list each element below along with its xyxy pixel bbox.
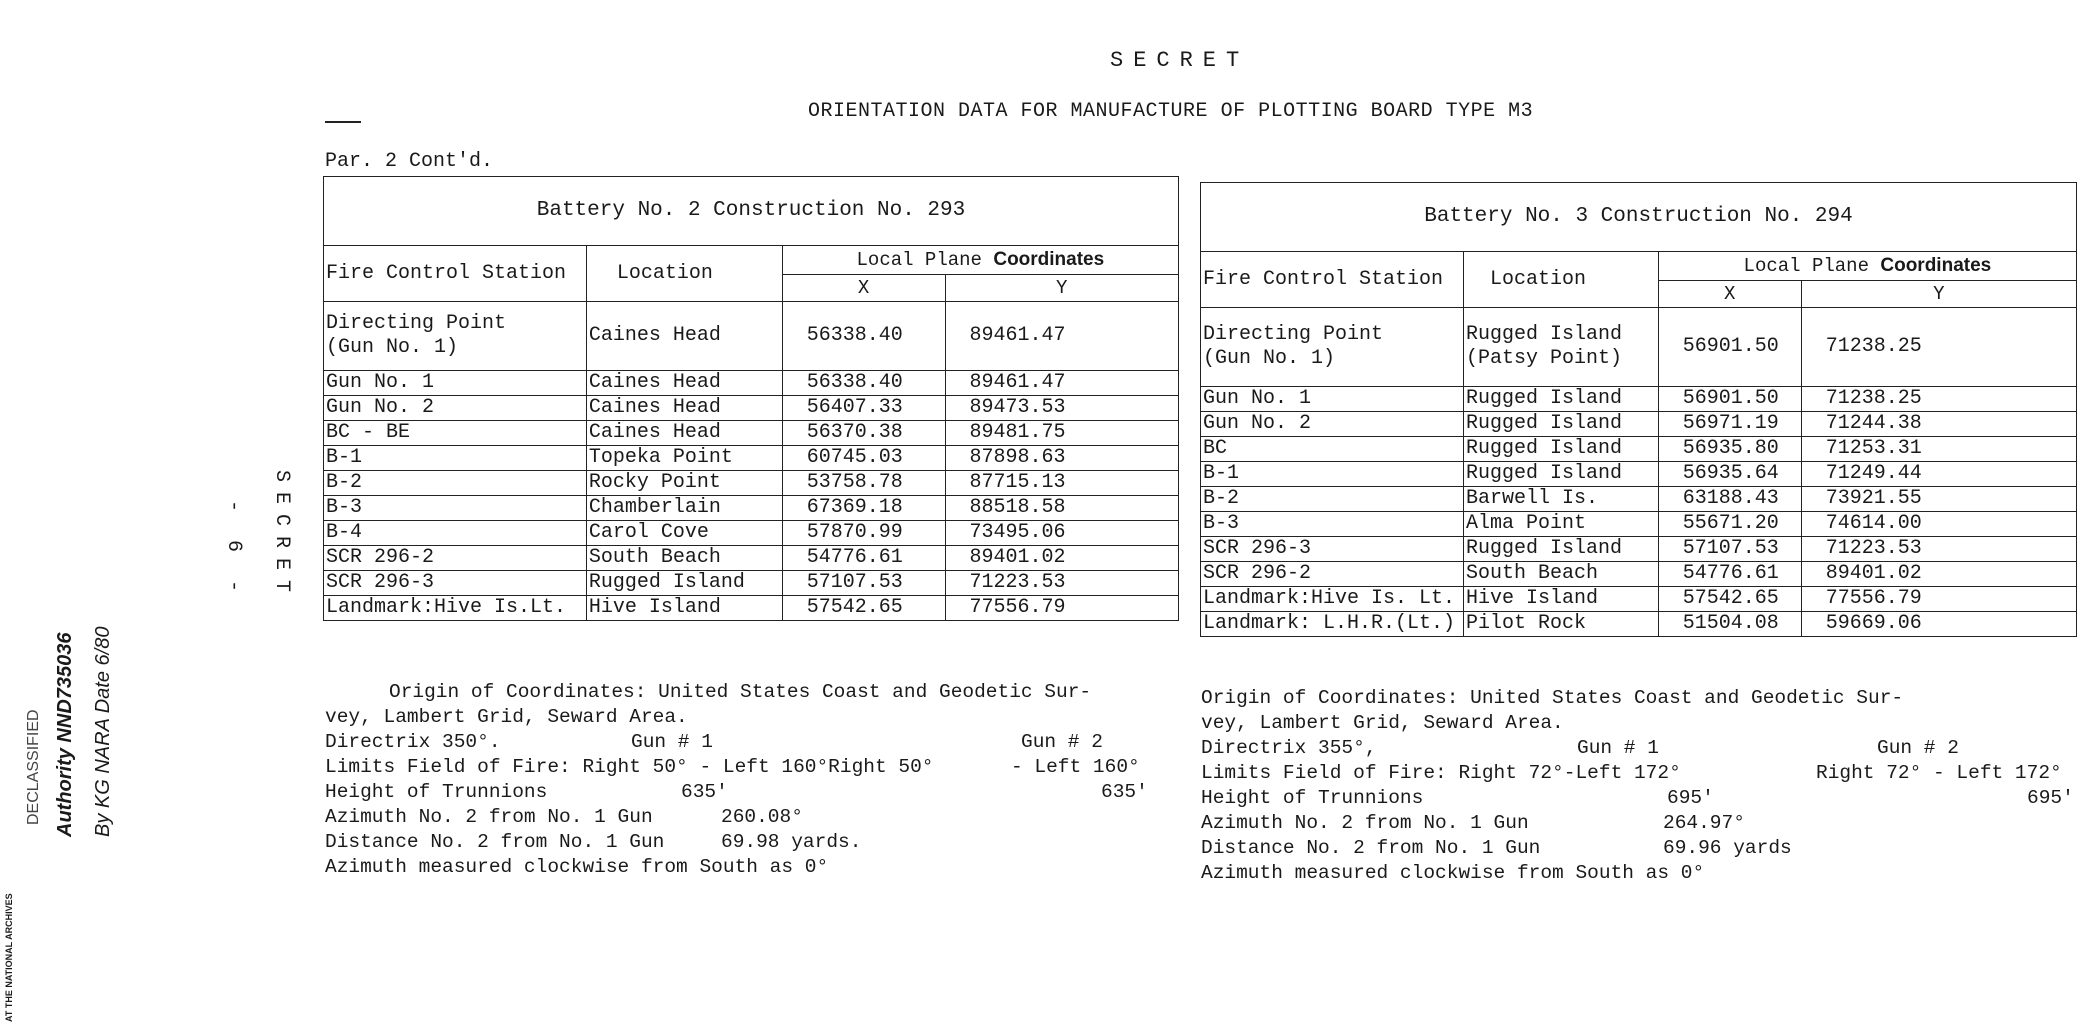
battery3-x-cell: 56901.50	[1658, 387, 1801, 412]
battery3-distance-label: Distance No. 2 from No. 1 Gun	[1201, 837, 1541, 859]
battery2-x-cell: 53758.78	[782, 471, 945, 496]
battery2-station-cell: SCR 296-3	[324, 571, 587, 596]
battery3-station-cell: Landmark:Hive Is. Lt.	[1201, 587, 1464, 612]
battery3-station-cell: Landmark: L.H.R.(Lt.)	[1201, 612, 1464, 637]
battery3-x-cell: 63188.43	[1658, 487, 1801, 512]
battery3-table	[1200, 182, 2077, 637]
battery2-directrix: Directrix 350°.	[325, 731, 501, 753]
battery3-location-cell: Pilot Rock	[1463, 612, 1658, 637]
battery2-y-cell: 89481.75	[945, 421, 1178, 446]
battery3-station-cell: SCR 296-2	[1201, 562, 1464, 587]
battery3-height-label: Height of Trunnions	[1201, 787, 1424, 809]
battery3-row	[1201, 437, 2077, 462]
battery2-location-cell: Hive Island	[586, 596, 782, 621]
archives-label: AT THE NATIONAL ARCHIVES	[4, 893, 14, 1022]
battery3-col-location: Location	[1463, 252, 1658, 308]
battery3-x-cell: 57542.65	[1658, 587, 1801, 612]
battery2-y-cell: 87715.13	[945, 471, 1178, 496]
battery3-location-cell: Rugged Island	[1463, 537, 1658, 562]
battery2-row	[324, 446, 1179, 471]
battery3-limits: Limits Field of Fire: Right 72°-Left 172°	[1201, 762, 1681, 784]
battery3-lp-a: Local Plane	[1743, 255, 1869, 277]
battery2-x-cell: 57542.65	[782, 596, 945, 621]
battery2-limits: Limits Field of Fire: Right 50° - Left 160°Right 50°	[325, 756, 934, 778]
document-title: ORIENTATION DATA FOR MANUFACTURE OF PLOTTING BOARD TYPE M3	[808, 100, 1534, 123]
battery2-x-cell: 54776.61	[782, 546, 945, 571]
battery3-row	[1201, 412, 2077, 437]
station-name-line2: (Gun No. 1)	[326, 336, 459, 359]
battery3-lp-b: Coordinates	[1880, 255, 1992, 276]
battery3-distance-value: 69.96 yards	[1663, 837, 1792, 859]
battery3-col-local-plane	[1658, 252, 2076, 281]
declassification-stamp	[20, 575, 135, 840]
battery2-azimuth-label: Azimuth No. 2 from No. 1 Gun	[325, 806, 653, 828]
battery2-row	[324, 521, 1179, 546]
station-name: Directing Point	[1203, 323, 1384, 346]
battery3-azimuth-value: 264.97°	[1663, 812, 1745, 834]
battery3-station-cell: B-1	[1201, 462, 1464, 487]
battery3-azimuth-note: Azimuth measured clockwise from South as 0°	[1201, 862, 1705, 884]
battery3-x-cell: 56901.50	[1658, 308, 1801, 387]
battery3-row	[1201, 587, 2077, 612]
battery3-x-cell: 54776.61	[1658, 562, 1801, 587]
battery3-location-cell: Hive Island	[1463, 587, 1658, 612]
battery3-y-cell: 71223.53	[1801, 537, 2076, 562]
battery3-gun1-label: Gun # 1	[1577, 737, 1659, 759]
battery2-location-cell: Rugged Island	[586, 571, 782, 596]
battery3-rows	[1201, 308, 2077, 637]
battery2-row	[324, 596, 1179, 621]
battery2-height-gun1: 635'	[681, 781, 728, 803]
battery3-y-cell: 71249.44	[1801, 462, 2076, 487]
battery2-y-cell: 87898.63	[945, 446, 1178, 471]
battery2-station-cell: BC - BE	[324, 421, 587, 446]
battery2-location-cell	[586, 302, 782, 371]
battery2-y-cell: 89473.53	[945, 396, 1178, 421]
battery3-y-cell: 77556.79	[1801, 587, 2076, 612]
battery2-rows	[324, 302, 1179, 621]
battery3-x-cell: 56971.19	[1658, 412, 1801, 437]
battery3-station-cell	[1201, 308, 1464, 387]
battery2-location-cell: Rocky Point	[586, 471, 782, 496]
battery2-col-station: Fire Control Station	[324, 246, 587, 302]
battery3-row	[1201, 612, 2077, 637]
battery3-station-cell: Gun No. 1	[1201, 387, 1464, 412]
station-name: Directing Point	[326, 312, 507, 335]
battery3-x-cell: 56935.64	[1658, 462, 1801, 487]
battery2-azimuth-value: 260.08°	[721, 806, 803, 828]
battery2-title: Battery No. 2 Construction No. 293	[324, 177, 1179, 246]
battery2-row	[324, 471, 1179, 496]
battery3-y-cell: 89401.02	[1801, 562, 2076, 587]
battery2-azimuth-note: Azimuth measured clockwise from South as 0°	[325, 856, 829, 878]
battery3-station-cell: Gun No. 2	[1201, 412, 1464, 437]
battery2-station-cell: B-1	[324, 446, 587, 471]
battery2-y-cell: 89401.02	[945, 546, 1178, 571]
battery2-gun1-label: Gun # 1	[631, 731, 713, 753]
battery3-y-cell: 71244.38	[1801, 412, 2076, 437]
battery2-col-location: Location	[586, 246, 782, 302]
battery2-height-gun2: 635'	[1101, 781, 1148, 803]
battery2-row	[324, 371, 1179, 396]
battery3-col-station: Fire Control Station	[1201, 252, 1464, 308]
battery2-origin-line2: vey, Lambert Grid, Seward Area.	[325, 706, 688, 728]
battery3-x-cell: 55671.20	[1658, 512, 1801, 537]
location-name: Rugged Island	[1465, 323, 1622, 346]
paragraph-reference: Par. 2 Cont'd.	[325, 150, 494, 173]
battery2-col-x: X	[782, 275, 945, 302]
battery3-row	[1201, 462, 2077, 487]
battery2-location-cell: Caines Head	[586, 421, 782, 446]
battery3-location-cell: Alma Point	[1463, 512, 1658, 537]
battery2-x-cell: 56338.40	[782, 371, 945, 396]
battery3-x-cell: 51504.08	[1658, 612, 1801, 637]
battery3-row	[1201, 308, 2077, 387]
battery3-notes	[1201, 686, 2076, 886]
battery3-y-cell: 73921.55	[1801, 487, 2076, 512]
battery3-title: Battery No. 3 Construction No. 294	[1201, 183, 2077, 252]
battery3-location-cell: Rugged Island	[1463, 412, 1658, 437]
battery2-lp-a: Local Plane	[856, 249, 982, 271]
battery3-y-cell: 74614.00	[1801, 512, 2076, 537]
battery2-y-cell: 77556.79	[945, 596, 1178, 621]
battery2-station-cell	[324, 302, 587, 371]
battery3-row	[1201, 537, 2077, 562]
battery3-location-cell: Rugged Island	[1463, 437, 1658, 462]
battery2-distance-value: 69.98 yards.	[721, 831, 862, 853]
battery2-x-cell: 67369.18	[782, 496, 945, 521]
location-name: Caines Head	[588, 324, 721, 347]
classification-header: SECRET	[1110, 48, 1250, 73]
battery2-location-cell: Chamberlain	[586, 496, 782, 521]
battery2-row	[324, 396, 1179, 421]
battery3-x-cell: 57107.53	[1658, 537, 1801, 562]
battery2-distance-label: Distance No. 2 from No. 1 Gun	[325, 831, 665, 853]
battery3-row	[1201, 387, 2077, 412]
battery2-station-cell: Gun No. 1	[324, 371, 587, 396]
battery2-station-cell: B-3	[324, 496, 587, 521]
battery3-location-cell	[1463, 308, 1658, 387]
battery2-y-cell: 71223.53	[945, 571, 1178, 596]
battery3-y-cell: 71238.25	[1801, 308, 2076, 387]
declass-by: By KG NARA Date 6/80	[92, 626, 114, 837]
battery2-location-cell: Carol Cove	[586, 521, 782, 546]
battery3-gun2-label: Gun # 2	[1877, 737, 1959, 759]
battery2-location-cell: Caines Head	[586, 371, 782, 396]
battery2-row	[324, 496, 1179, 521]
battery2-origin-line1: Origin of Coordinates: United States Coast and Geodetic Sur-	[389, 681, 1092, 703]
battery2-x-cell: 56407.33	[782, 396, 945, 421]
battery2-station-cell: Landmark:Hive Is.Lt.	[324, 596, 587, 621]
battery3-limits-gun2: Right 72° - Left 172°	[1816, 762, 2062, 784]
battery2-table	[323, 176, 1179, 621]
battery3-y-cell: 59669.06	[1801, 612, 2076, 637]
battery2-station-cell: Gun No. 2	[324, 396, 587, 421]
battery3-station-cell: B-3	[1201, 512, 1464, 537]
battery2-x-cell: 57107.53	[782, 571, 945, 596]
battery2-y-cell: 73495.06	[945, 521, 1178, 546]
page-number: - 6 -	[222, 500, 245, 601]
battery3-location-cell: South Beach	[1463, 562, 1658, 587]
battery3-row	[1201, 562, 2077, 587]
battery3-height-gun1: 695'	[1667, 787, 1714, 809]
battery3-azimuth-label: Azimuth No. 2 from No. 1 Gun	[1201, 812, 1529, 834]
battery2-col-y: Y	[945, 275, 1178, 302]
battery3-y-cell: 71253.31	[1801, 437, 2076, 462]
battery2-limits-gun2: - Left 160°	[1011, 756, 1140, 778]
battery2-x-cell: 56370.38	[782, 421, 945, 446]
battery3-height-gun2: 695'	[2027, 787, 2074, 809]
battery2-gun2-label: Gun # 2	[1021, 731, 1103, 753]
battery2-x-cell: 57870.99	[782, 521, 945, 546]
battery2-location-cell: South Beach	[586, 546, 782, 571]
battery2-y-cell: 88518.58	[945, 496, 1178, 521]
battery2-location-cell: Caines Head	[586, 396, 782, 421]
declass-authority: Authority NND735036	[54, 632, 76, 837]
battery3-y-cell: 71238.25	[1801, 387, 2076, 412]
battery2-x-cell: 56338.40	[782, 302, 945, 371]
battery3-row	[1201, 512, 2077, 537]
location-name-line2: (Patsy Point)	[1465, 347, 1622, 370]
battery3-col-y: Y	[1801, 281, 2076, 308]
battery3-origin-line1: Origin of Coordinates: United States Coast and Geodetic Sur-	[1201, 687, 1904, 709]
battery3-directrix: Directrix 355°,	[1201, 737, 1377, 759]
battery2-y-cell: 89461.47	[945, 302, 1178, 371]
side-classification: SECRET	[270, 470, 293, 603]
battery2-row	[324, 571, 1179, 596]
battery3-station-cell: BC	[1201, 437, 1464, 462]
battery2-location-cell: Topeka Point	[586, 446, 782, 471]
battery2-row	[324, 302, 1179, 371]
battery3-location-cell: Rugged Island	[1463, 462, 1658, 487]
header-dash	[325, 121, 361, 123]
battery2-station-cell: SCR 296-2	[324, 546, 587, 571]
battery2-y-cell: 89461.47	[945, 371, 1178, 396]
battery2-station-cell: B-2	[324, 471, 587, 496]
battery3-row	[1201, 487, 2077, 512]
declass-top: DECLASSIFIED	[25, 709, 42, 825]
battery3-location-cell: Barwell Is.	[1463, 487, 1658, 512]
battery3-col-x: X	[1658, 281, 1801, 308]
station-name-line2: (Gun No. 1)	[1203, 347, 1336, 370]
battery2-height-label: Height of Trunnions	[325, 781, 548, 803]
battery3-x-cell: 56935.80	[1658, 437, 1801, 462]
battery2-lp-b: Coordinates	[993, 249, 1105, 270]
battery2-row	[324, 421, 1179, 446]
battery2-station-cell: B-4	[324, 521, 587, 546]
battery3-location-cell: Rugged Island	[1463, 387, 1658, 412]
battery2-notes	[325, 680, 1155, 880]
battery2-row	[324, 546, 1179, 571]
battery3-station-cell: SCR 296-3	[1201, 537, 1464, 562]
battery3-origin-line2: vey, Lambert Grid, Seward Area.	[1201, 712, 1564, 734]
battery2-x-cell: 60745.03	[782, 446, 945, 471]
battery2-col-local-plane	[782, 246, 1178, 275]
battery3-station-cell: B-2	[1201, 487, 1464, 512]
